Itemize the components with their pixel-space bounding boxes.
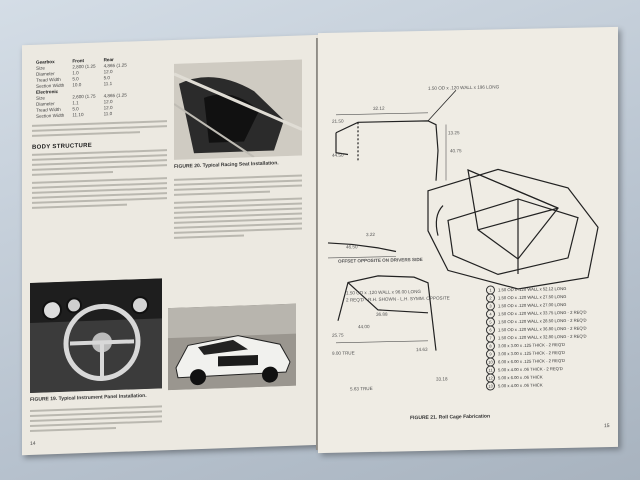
spec-cell: 11.10 (72, 111, 84, 117)
true-length-label: 9.00 TRUE (332, 350, 355, 356)
legend-text: 1.50 OD x .120 WALL x 32.80 LONG - 2 REQ'D (498, 333, 587, 340)
legend-number: 4 (486, 309, 495, 318)
body-text-block (32, 120, 167, 137)
dimension-label: 32.12 (373, 105, 385, 111)
legend-number: 13 (486, 381, 495, 390)
spec-cell: Tread Width (36, 76, 61, 83)
spec-sub-header: Electronic (36, 88, 59, 95)
body-text-block (174, 171, 302, 241)
spec-cell: 5.0 (72, 75, 79, 81)
spec-col-header: Front (72, 57, 85, 63)
dimension-label: 3.22 (366, 231, 375, 238)
spec-cell: Diameter (36, 100, 55, 107)
legend-number: 11 (486, 365, 495, 374)
legend-text: 1.50 OD x .120 WALL x 27.50 LONG (498, 293, 567, 300)
dimension-label: 33.18 (436, 376, 448, 382)
legend-text: 6.00 x 6.00 x .125 THICK - 2 REQ'D (498, 357, 566, 364)
figure-21-caption: FIGURE 21. Roll Cage Fabrication (410, 413, 491, 422)
spec-table (32, 55, 131, 118)
spec-cell: 11.0 (103, 110, 113, 116)
legend-text: 1.50 OD x .120 WALL x 28.50 LONG - 2 REQ'D (498, 317, 587, 324)
legend-number: 6 (486, 325, 495, 334)
true-length-label: 5.63 TRUE (350, 385, 373, 392)
spec-cell: 12.0 (103, 68, 113, 74)
hoop-note: 2 REQ'D - R.H. SHOWN - L.H. SYMM. OPPOSITE (346, 295, 450, 303)
dimension-label: 13.25 (448, 130, 460, 136)
parts-legend (486, 284, 586, 390)
page-number: 15 (604, 423, 610, 430)
offset-note: OFFSET OPPOSITE ON DRIVERS SIDE (338, 256, 423, 264)
spec-cell: 5.0 (72, 105, 79, 111)
section-heading: BODY STRUCTURE (32, 142, 93, 151)
hoop-label: 1.50 OD x .120 WALL x 96.00 LONG (346, 288, 421, 296)
legend-text: 1.50 OD x .120 WALL x 33.75 LONG - 2 REQ'D (498, 309, 587, 316)
dimension-label: 40.75 (450, 148, 462, 154)
right-page (318, 27, 618, 453)
legend-text: 3.00 x 3.00 x .125 THICK - 2 REQ'D (498, 341, 566, 348)
spec-cell: 10.0 (72, 81, 82, 87)
spec-cell: 11.1 (103, 80, 113, 86)
dimension-label: 25.75 (332, 332, 344, 338)
spec-cell: 2,600 (1.75 (72, 93, 96, 99)
legend-number: 1 (486, 285, 495, 294)
legend-text: 5.00 x 4.00 x .06 THICK - 2 REQ'D (498, 365, 563, 372)
dimension-label: 21.50 (332, 118, 344, 124)
dimension-label: 14.63 (416, 346, 428, 353)
legend-text: 3.00 x 3.00 x .125 THICK - 2 REQ'D (498, 349, 566, 356)
spec-cell: 5.0 (103, 74, 110, 80)
spec-cell: Size (36, 94, 45, 101)
top-tube-label: 1.50 OD x .120 WALL x 196 LONG (428, 84, 500, 91)
legend-number: 2 (486, 293, 495, 302)
legend-text: 1.50 OD x .120 WALL x 52.12 LONG (498, 285, 567, 292)
spec-cell: Size (36, 64, 45, 71)
spec-cell: Section Width (36, 82, 65, 89)
race-car-photo (168, 304, 296, 390)
figure-20-caption: FIGURE 20. Typical Racing Seat Installation. (174, 160, 279, 170)
dimension-label: 36.88 (376, 311, 388, 317)
spec-cell: 12.0 (103, 98, 113, 104)
spec-cell: 1.0 (72, 69, 79, 75)
legend-number: 9 (486, 349, 495, 358)
spec-cell: 12.0 (103, 104, 113, 110)
figure-19-caption: FIGURE 19. Typical Instrument Panel Installation. (30, 392, 147, 403)
legend-row (486, 380, 586, 390)
legend-text: 5.00 x 6.00 x .06 THICK (498, 373, 543, 380)
instrument-panel-photo (30, 278, 162, 393)
dimension-label: 44.50 (332, 152, 344, 158)
body-text-block (30, 402, 162, 435)
spec-col-header: Gearbox (36, 58, 55, 65)
legend-text: 1.50 OD x .120 WALL x 27.00 LONG (498, 301, 567, 308)
legend-number: 8 (486, 341, 495, 350)
spec-cell: Tread Width (36, 106, 61, 113)
legend-number: 10 (486, 357, 495, 366)
spec-cell: 1.1 (72, 99, 79, 105)
legend-text: 1.50 OD x .120 WALL x 36.80 LONG - 2 REQ'D (498, 325, 587, 332)
spec-cell: 4,865 (1.25 (103, 92, 127, 98)
body-text-block (32, 149, 167, 209)
dimension-label: 46.50 (346, 244, 358, 250)
page-number: 14 (30, 440, 36, 447)
left-page (22, 35, 322, 455)
spec-col-header: Rear (103, 56, 114, 62)
legend-number: 5 (486, 317, 495, 326)
legend-number: 7 (486, 333, 495, 342)
legend-number: 12 (486, 373, 495, 382)
legend-text: 5.00 x 4.00 x .06 THICK (498, 381, 543, 388)
spec-table-block (32, 54, 172, 212)
racing-seat-photo (174, 59, 302, 159)
legend-number: 3 (486, 301, 495, 310)
spec-cell: 2,800 (1.25 (72, 63, 96, 69)
spec-cell: 4,865 (1.25 (103, 62, 127, 68)
dimension-label: 44.00 (358, 324, 370, 330)
spec-cell: Diameter (36, 70, 55, 77)
spec-cell: Section Width (36, 112, 65, 119)
